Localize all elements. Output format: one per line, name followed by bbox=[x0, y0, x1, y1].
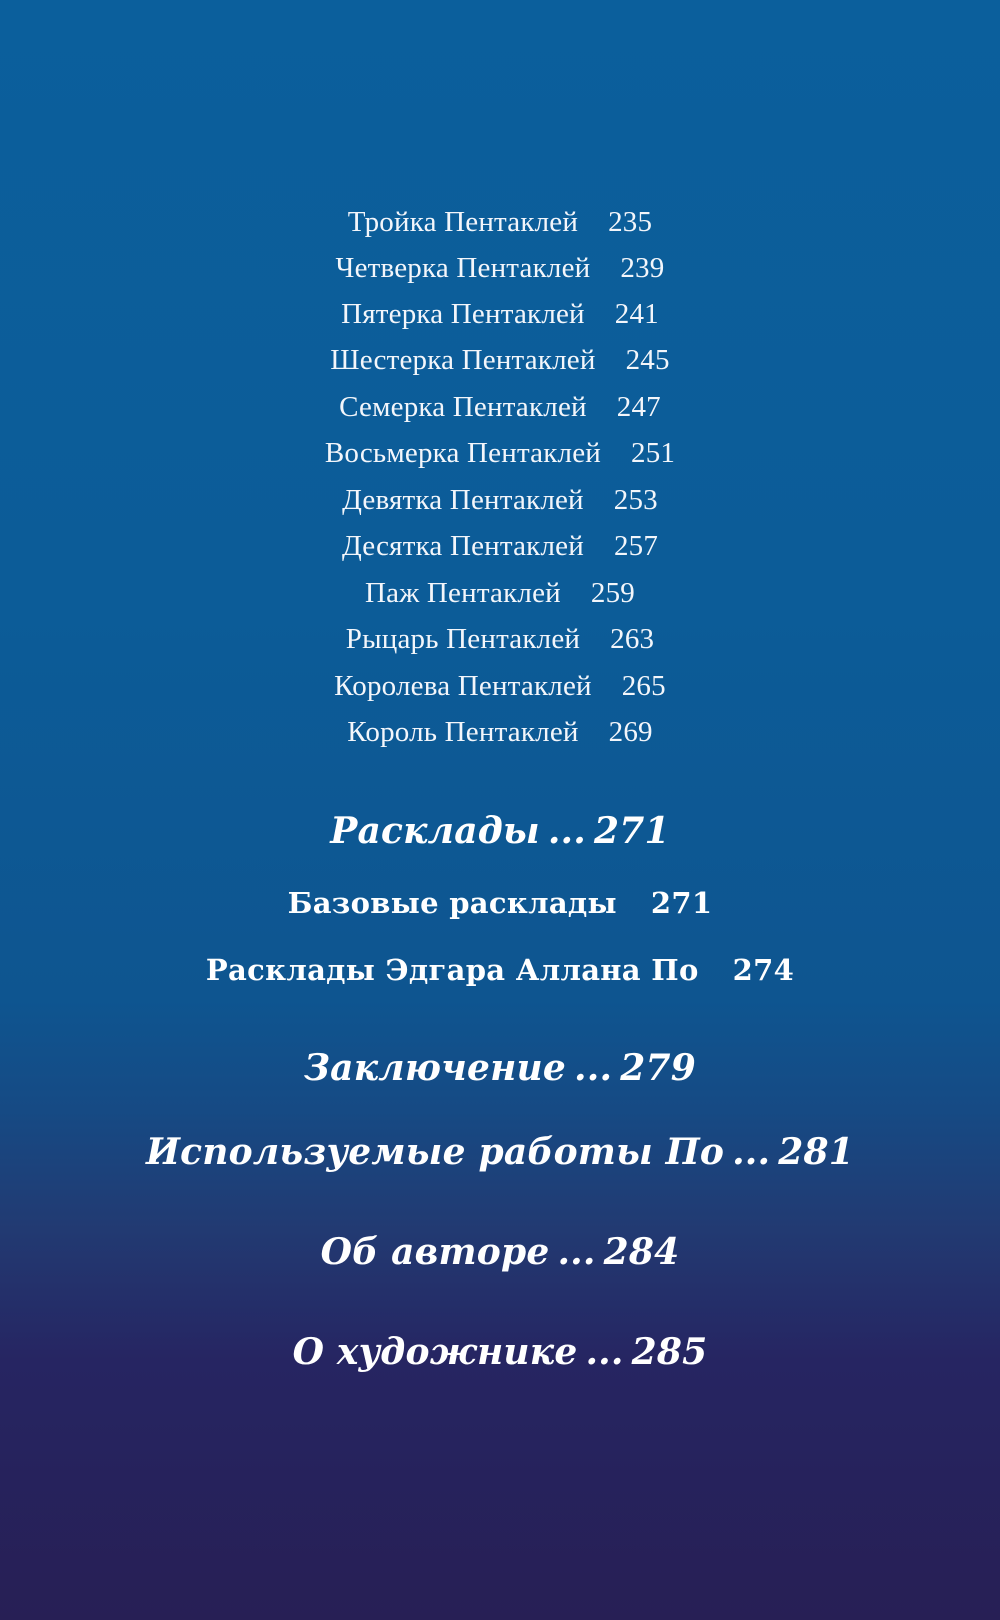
section-separator: ... bbox=[547, 810, 587, 852]
entry-title: Паж Пентаклей bbox=[365, 577, 561, 609]
entry-page: 239 bbox=[620, 252, 665, 284]
entry-title: Шестерка Пентаклей bbox=[330, 344, 596, 376]
entry-title: Девятка Пентаклей bbox=[342, 484, 584, 516]
entry-title: Четверка Пентаклей bbox=[335, 252, 591, 284]
section-page: 285 bbox=[631, 1331, 708, 1373]
toc-entry bbox=[0, 716, 1000, 749]
section-separator: ... bbox=[732, 1131, 771, 1173]
section-separator: ... bbox=[557, 1231, 596, 1273]
section-page: 279 bbox=[620, 1047, 696, 1089]
entry-title: Рыцарь Пентаклей bbox=[345, 623, 581, 655]
section-page: 271 bbox=[594, 810, 670, 852]
section-title: О художнике bbox=[292, 1331, 578, 1373]
toc-entry bbox=[0, 530, 1000, 563]
toc-entry bbox=[0, 344, 1000, 377]
section-title: Заключение bbox=[304, 1047, 567, 1089]
entry-page: 241 bbox=[614, 298, 659, 330]
toc-entry bbox=[0, 252, 1000, 285]
toc-section-artist bbox=[0, 1331, 1000, 1373]
section-separator: ... bbox=[585, 1331, 624, 1373]
section-page: 281 bbox=[778, 1131, 855, 1173]
subsection-page: 271 bbox=[650, 886, 713, 920]
toc-section-works bbox=[0, 1131, 1000, 1173]
toc-entry bbox=[0, 391, 1000, 424]
section-title: Расклады bbox=[330, 810, 540, 852]
entry-title: Десятка Пентаклей bbox=[341, 530, 584, 562]
section-title: Об авторе bbox=[320, 1231, 550, 1273]
entry-page: 259 bbox=[590, 577, 635, 609]
toc-entry bbox=[0, 298, 1000, 331]
entry-title: Восьмерка Пентаклей bbox=[324, 437, 602, 469]
entry-page: 245 bbox=[625, 344, 670, 376]
toc-subsection bbox=[0, 953, 1000, 987]
entry-title: Королева Пентаклей bbox=[334, 670, 592, 702]
entry-page: 235 bbox=[608, 206, 653, 238]
subsection-title: Базовые расклады bbox=[287, 886, 617, 920]
entry-title: Семерка Пентаклей bbox=[339, 391, 587, 423]
entry-page: 253 bbox=[613, 484, 658, 516]
entry-page: 257 bbox=[613, 530, 659, 562]
entry-page: 251 bbox=[631, 437, 676, 469]
entry-page: 263 bbox=[610, 623, 655, 655]
toc-entry bbox=[0, 670, 1000, 703]
toc-entry bbox=[0, 484, 1000, 517]
section-separator: ... bbox=[574, 1047, 613, 1089]
toc-entry bbox=[0, 623, 1000, 656]
section-page: 284 bbox=[603, 1231, 680, 1273]
toc-entry bbox=[0, 437, 1000, 470]
entry-title: Пятерка Пентаклей bbox=[341, 298, 585, 330]
section-title: Используемые работы По bbox=[145, 1131, 725, 1173]
entry-page: 265 bbox=[621, 670, 666, 702]
entry-page: 269 bbox=[608, 716, 653, 748]
toc-entry bbox=[0, 206, 1000, 239]
entry-title: Тройка Пентаклей bbox=[347, 206, 579, 238]
toc-section-spreads bbox=[0, 810, 1000, 852]
subsection-page: 274 bbox=[732, 953, 795, 987]
subsection-title: Расклады Эдгара Аллана По bbox=[205, 953, 699, 987]
entry-title: Король Пентаклей bbox=[347, 716, 579, 748]
toc-section-author bbox=[0, 1231, 1000, 1273]
toc-subsection bbox=[0, 886, 1000, 920]
toc-section-conclusion bbox=[0, 1047, 1000, 1089]
toc-entry bbox=[0, 577, 1000, 610]
entry-page: 247 bbox=[616, 391, 661, 423]
